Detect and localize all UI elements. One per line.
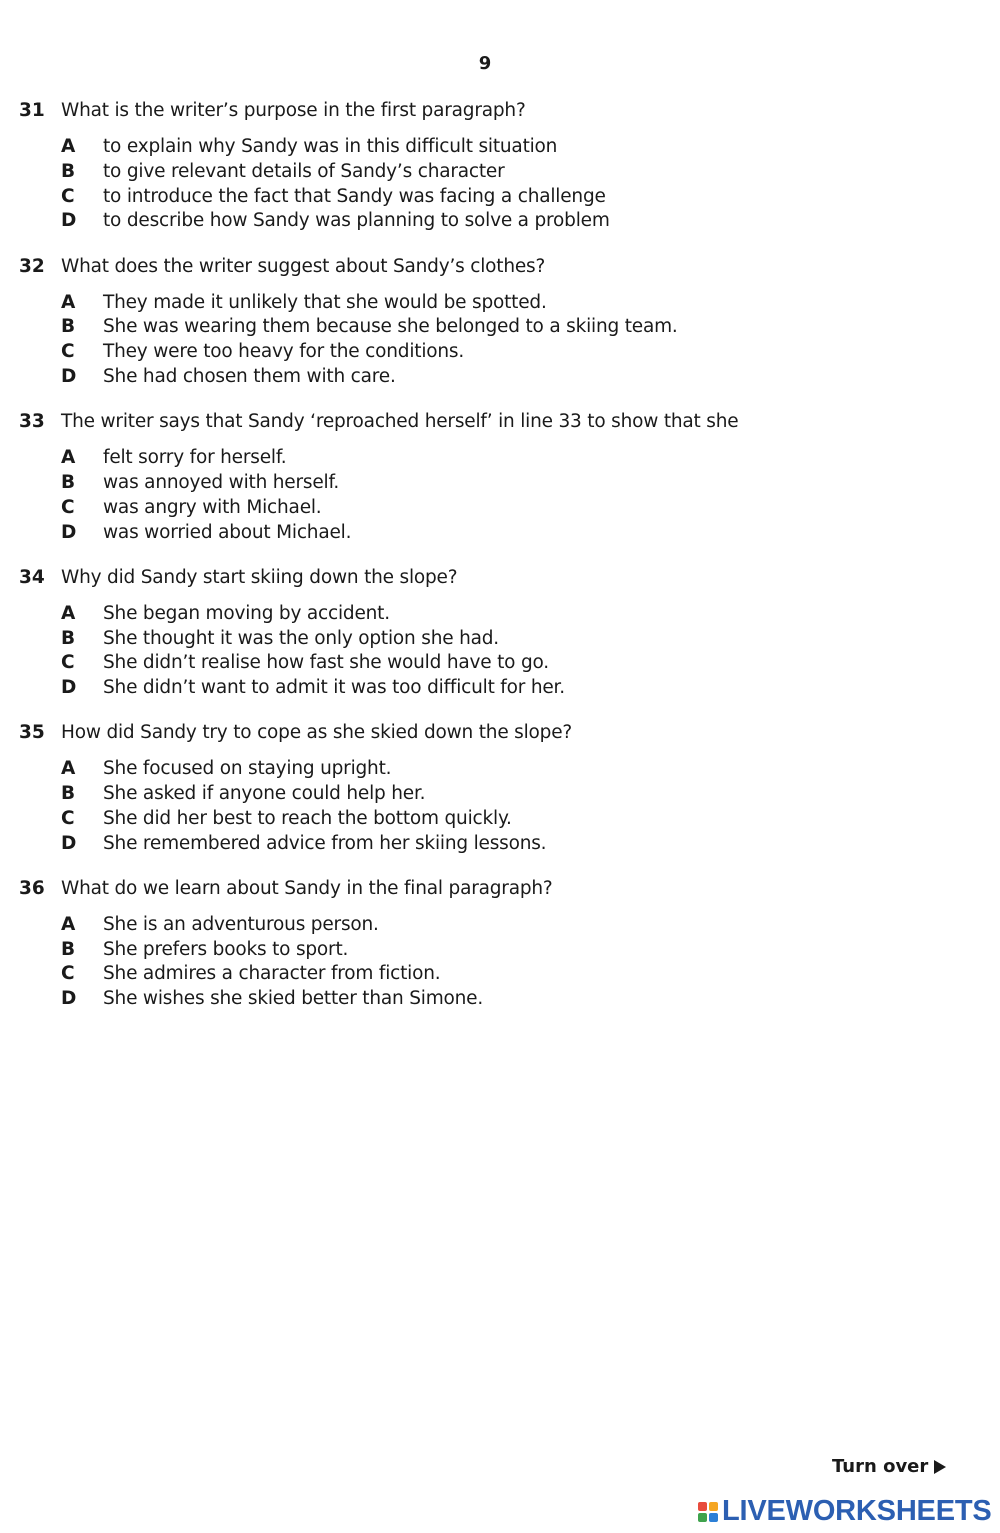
option-text: They were too heavy for the conditions. [103,341,465,363]
turn-over-link[interactable] [832,1456,946,1477]
question-header [19,722,979,750]
question-text: What do we learn about Sandy in the final paragraph? [61,877,553,899]
logo-cell [698,1502,707,1511]
option-text: was worried about Michael. [103,521,352,543]
answer-option-a[interactable] [61,603,979,628]
logo-cell [698,1513,707,1522]
page-number: 9 [478,53,492,74]
question-text: What is the writer’s purpose in the first paragraph? [61,100,526,121]
answer-option-d[interactable] [61,833,979,858]
question-35 [19,722,979,857]
option-letter: A [61,447,76,469]
question-header [19,878,979,906]
question-text: The writer says that Sandy ‘reproached herself’ in line 33 to show that she [61,411,739,433]
option-text: They made it unlikely that she would be spotted. [103,291,547,313]
answer-option-b[interactable] [61,939,979,964]
option-letter: B [61,316,76,338]
question-number: 31 [19,100,45,121]
option-text: She is an adventurous person. [103,913,379,935]
option-text: felt sorry for herself. [103,447,287,469]
option-letter: D [61,365,77,387]
question-34 [19,567,979,702]
option-letter: C [61,652,75,674]
answer-option-a[interactable] [61,292,979,317]
question-number: 33 [19,411,45,433]
question-header [19,567,979,595]
answer-option-c[interactable] [61,808,979,833]
answer-option-c[interactable] [61,652,979,677]
question-number: 34 [19,566,45,588]
question-number: 35 [19,722,45,744]
option-text: She did her best to reach the bottom quickly. [103,807,512,829]
answer-option-d[interactable] [61,210,979,235]
question-header [19,256,979,284]
logo-grid-icon [698,1502,718,1522]
answer-option-c[interactable] [61,497,979,522]
question-header [19,100,979,128]
option-letter: B [61,938,76,960]
question-header [19,411,979,439]
option-text: She had chosen them with care. [103,365,396,387]
option-letter: A [61,913,76,935]
option-letter: B [61,471,76,493]
option-text: She remembered advice from her skiing lessons. [103,832,547,854]
answer-option-b[interactable] [61,161,979,186]
option-text: She focused on staying upright. [103,758,392,780]
option-text: She wishes she skied better than Simone. [103,988,484,1010]
option-letter: D [61,677,77,699]
answer-option-b[interactable] [61,628,979,653]
question-32 [19,256,979,391]
answer-option-c[interactable] [61,963,979,988]
option-letter: A [61,136,76,157]
option-text: was angry with Michael. [103,496,322,518]
answer-option-d[interactable] [61,522,979,547]
question-number: 36 [19,877,45,899]
option-letter: B [61,627,76,649]
option-letter: C [61,341,75,363]
answer-option-a[interactable] [61,136,979,161]
option-text: She was wearing them because she belonged to a skiing team. [103,316,678,338]
question-31 [19,100,979,235]
option-text: was annoyed with herself. [103,471,340,493]
option-text: She prefers books to sport. [103,938,349,960]
option-text: She asked if anyone could help her. [103,783,426,805]
option-letter: A [61,602,76,624]
option-letter: B [61,783,76,805]
turn-over-label: Turn over [832,1456,929,1477]
liveworksheets-logo [698,1495,992,1528]
answer-option-d[interactable] [61,988,979,1013]
answer-option-b[interactable] [61,783,979,808]
answer-option-d[interactable] [61,677,979,702]
answer-option-a[interactable] [61,447,979,472]
brand-name: LIVEWORKSHEETS [722,1495,992,1527]
option-text: to give relevant details of Sandy’s character [103,160,505,182]
option-text: She didn’t want to admit it was too difficult for her. [103,677,565,699]
question-number: 32 [19,255,45,277]
answer-option-c[interactable] [61,186,979,211]
option-letter: A [61,758,76,780]
question-33 [19,411,979,546]
option-letter: D [61,832,77,854]
option-text: She began moving by accident. [103,602,390,624]
question-text: Why did Sandy start skiing down the slope? [61,566,458,588]
answer-option-c[interactable] [61,341,979,366]
answer-option-b[interactable] [61,472,979,497]
question-text: How did Sandy try to cope as she skied down the slope? [61,722,573,744]
logo-cell [709,1513,718,1522]
option-letter: C [61,185,75,207]
option-letter: C [61,496,75,518]
question-36 [19,878,979,1013]
option-text: to introduce the fact that Sandy was facing a challenge [103,185,606,207]
answer-option-a[interactable] [61,914,979,939]
option-letter: D [61,521,77,543]
option-text: to describe how Sandy was planning to solve a problem [103,210,610,232]
option-letter: C [61,963,75,985]
option-text: She didn’t realise how fast she would have to go. [103,652,549,674]
option-letter: C [61,807,75,829]
option-letter: D [61,988,77,1010]
option-letter: B [61,160,76,182]
option-letter: D [61,210,77,232]
option-letter: A [61,291,76,313]
answer-option-a[interactable] [61,758,979,783]
question-list [19,100,979,1033]
answer-option-d[interactable] [61,366,979,391]
answer-option-b[interactable] [61,316,979,341]
option-text: to explain why Sandy was in this difficult situation [103,136,558,157]
logo-cell [709,1502,718,1511]
option-text: She admires a character from fiction. [103,963,441,985]
right-triangle-icon [934,1460,946,1474]
option-text: She thought it was the only option she had. [103,627,499,649]
question-text: What does the writer suggest about Sandy’s clothes? [61,255,546,277]
